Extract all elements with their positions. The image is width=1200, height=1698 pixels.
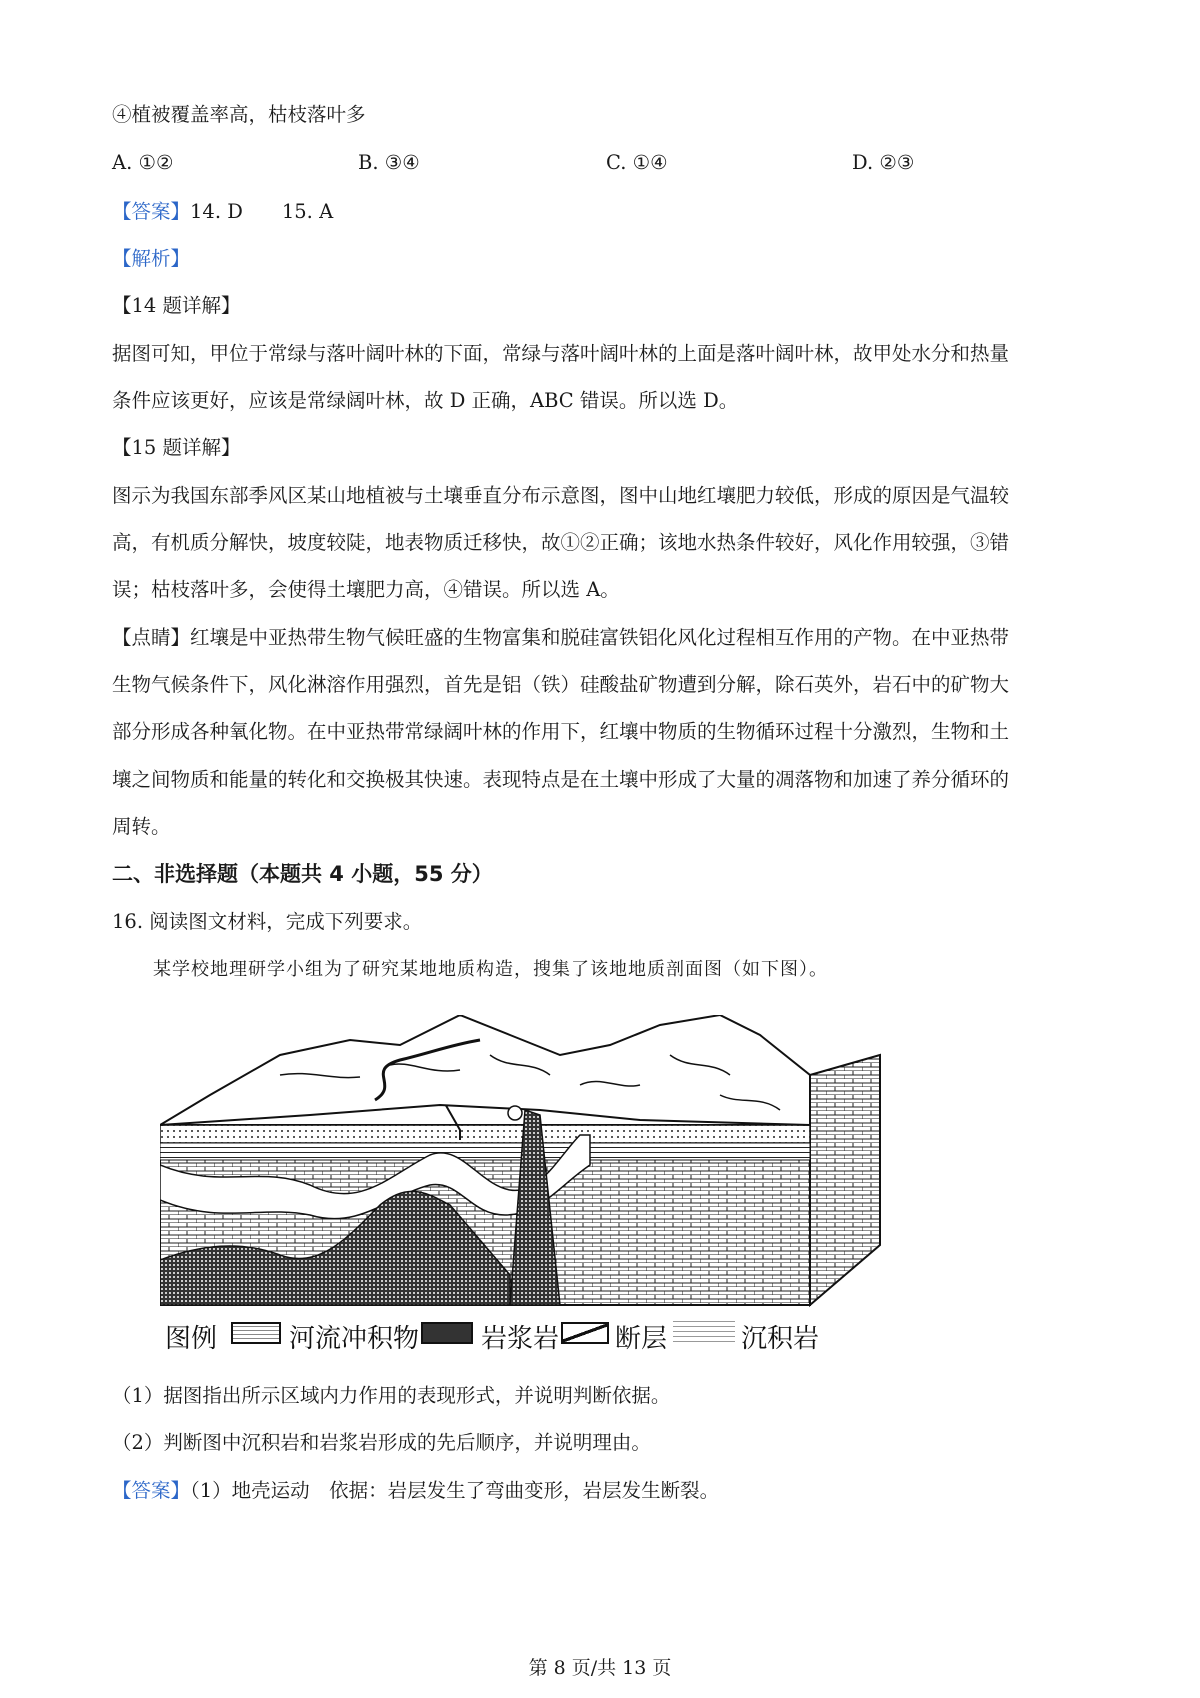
options-row <box>112 151 1102 179</box>
tip-line-3: 部分形成各种氧化物。在中亚热带常绿阔叶林的作用下，红壤中物质的生物循环过程十分激烈，生物和土 <box>112 720 1010 743</box>
option-b: B. ③④ <box>358 151 420 174</box>
legend-sedimentary-label: 沉积岩 <box>741 1324 820 1354</box>
answer2-text: （1）地壳运动 依据：岩层发生了弯曲变形，岩层发生断裂。 <box>190 1479 720 1502</box>
answer2-line <box>112 1477 1102 1505</box>
page-footer: 第 8 页/共 13 页 <box>528 1657 672 1679</box>
sub-question-2: （2）判断图中沉积岩和岩浆岩形成的先后顺序，并说明理由。 <box>112 1431 651 1454</box>
alluvium-layer <box>160 1125 810 1143</box>
sub-question-1: （1）据图指出所示区域内力作用的表现形式，并说明判断依据。 <box>112 1384 671 1407</box>
answer-label: 【答案】 <box>112 200 191 223</box>
tip-line-5: 周转。 <box>112 815 171 838</box>
option-d: D. ②③ <box>852 151 915 174</box>
tip-text-1: 红壤是中亚热带生物气候旺盛的生物富集和脱硅富铁铝化风化过程相互作用的产物。在中亚热带 <box>190 626 1010 649</box>
answer-line <box>112 198 1102 226</box>
legend-magma-swatch <box>421 1322 473 1344</box>
section-heading: 二、非选择题（本题共 4 小题，55 分） <box>112 862 493 886</box>
mountain-surface <box>160 1015 810 1125</box>
tip-line-2: 生物气候条件下，风化淋溶作用强烈，首先是铝（铁）硅酸盐矿物遭到分解，除石英外，岩石中的矿物大 <box>112 673 1010 696</box>
geology-cross-section <box>160 1015 890 1315</box>
q15-paragraph-line-2: 高，有机质分解快，坡度较陡，地表物质迁移快，故①②正确；该地水热条件较好，风化作用较强，③错 <box>112 531 1010 554</box>
legend <box>165 1318 965 1354</box>
q14-paragraph-line-2: 条件应该更好，应该是常绿阔叶林，故 D 正确，ABC 错误。所以选 D。 <box>112 389 739 412</box>
legend-title: 图例 <box>165 1324 218 1354</box>
spring-marker <box>508 1106 522 1120</box>
analysis-label: 【解析】 <box>112 247 191 270</box>
q15-paragraph-line-3: 误；枯枝落叶多，会使得土壤肥力高，④错误。所以选 A。 <box>112 578 620 601</box>
answer-text: 14. D 15. A <box>190 200 334 223</box>
q15-heading: 【15 题详解】 <box>112 436 241 459</box>
legend-alluvium-swatch <box>231 1322 281 1344</box>
legend-alluvium-label: 河流冲积物 <box>289 1324 420 1354</box>
q14-paragraph-line-1: 据图可知，甲位于常绿与落叶阔叶林的下面，常绿与落叶阔叶林的上面是落叶阔叶林，故甲处水分和热量 <box>112 342 1010 365</box>
q14-heading: 【14 题详解】 <box>112 294 241 317</box>
legend-sedimentary-swatch <box>673 1320 735 1346</box>
answer2-label: 【答案】 <box>112 1479 191 1502</box>
q15-paragraph-line-1: 图示为我国东部季风区某山地植被与土壤垂直分布示意图，图中山地红壤肥力较低，形成的原因是气温较 <box>112 484 1010 507</box>
tip-label: 【点睛】 <box>112 626 191 649</box>
block-side-face <box>810 1055 880 1305</box>
legend-fault-swatch <box>561 1322 609 1344</box>
option-a: A. ①② <box>112 151 174 174</box>
tip-line-1 <box>112 624 1102 652</box>
legend-fault-label: 断层 <box>615 1324 668 1354</box>
legend-magma-label: 岩浆岩 <box>481 1324 560 1354</box>
material-text: 某学校地理研学小组为了研究某地地质构造，搜集了该地地质剖面图（如下图）。 <box>153 959 828 980</box>
question-16: 16. 阅读图文材料，完成下列要求。 <box>112 910 423 933</box>
option-4-text: ④植被覆盖率高，枯枝落叶多 <box>112 103 366 126</box>
sediment-layer-striped <box>160 1143 810 1160</box>
option-c: C. ①④ <box>606 151 668 174</box>
tip-line-4: 壤之间物质和能量的转化和交换极其快速。表现特点是在土壤中形成了大量的凋落物和加速了养分循环的 <box>112 768 1010 791</box>
